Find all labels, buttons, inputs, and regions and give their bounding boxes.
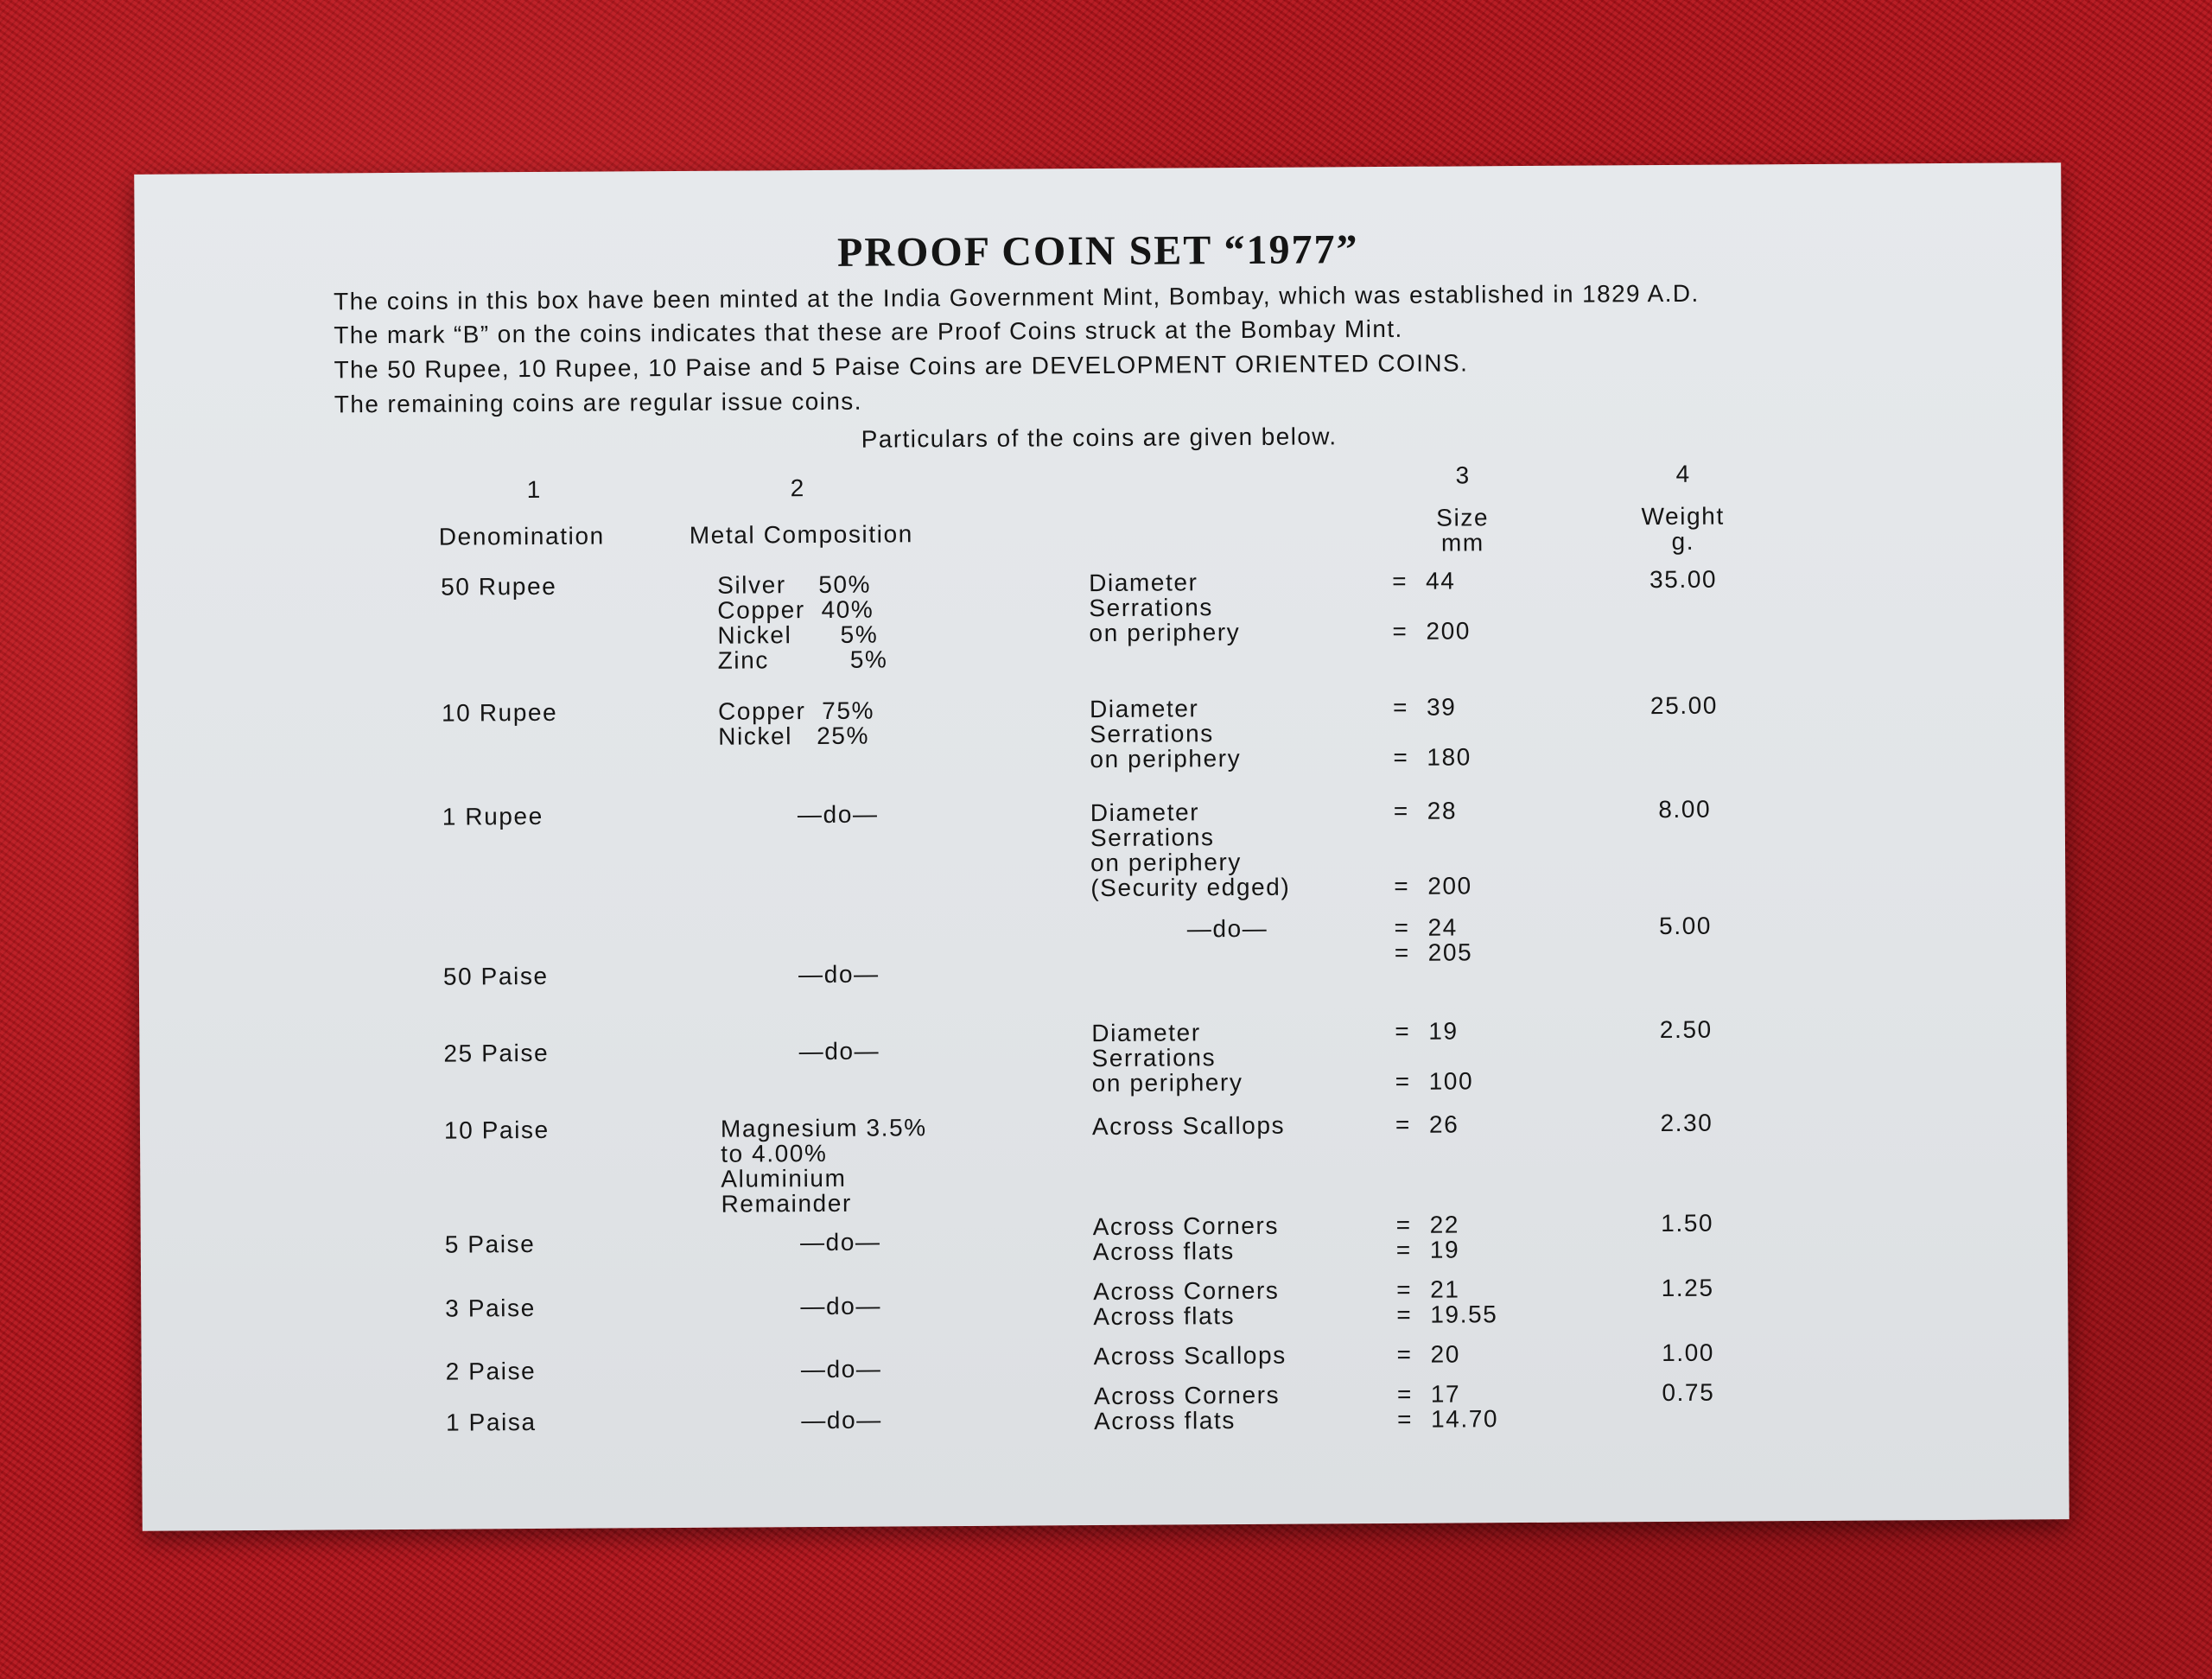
equals-cell: = = [1396,1380,1414,1433]
weight-cell: 1.25 [1661,1274,1714,1302]
denomination-cell: 3 Paise [445,1294,536,1322]
weight-cell: 8.00 [1658,795,1712,824]
denomination-cell: 50 Rupee [441,572,557,601]
measure-cell: Across Corners Across flats [1093,1381,1281,1435]
proof-coin-set-card [134,162,2069,1531]
header-denomination: Denomination [438,522,605,550]
intro-line-1: The coins in this box have been minted at the India Government Mint, Bombay, which was established in 1829 A.D. [334,279,1700,315]
document-title: PROOF COIN SET “1977” [836,226,1359,276]
size-cell: 19 100 [1428,1017,1474,1095]
metal-cell: —do— [800,1355,882,1383]
weight-cell: 2.30 [1660,1109,1713,1137]
equals-cell: = = [1392,567,1408,645]
equals-cell: = = [1395,1017,1411,1095]
header-weight: Weight g. [1641,502,1725,555]
weight-cell: 1.00 [1662,1339,1715,1367]
size-cell: 20 [1430,1340,1461,1368]
denomination-cell: 1 Rupee [442,802,543,830]
weight-cell: 1.50 [1661,1209,1714,1237]
intro-line-4: The remaining coins are regular issue coins. [334,387,862,418]
weight-cell: 0.75 [1662,1378,1715,1407]
equals-cell: = = [1392,693,1409,771]
weight-cell: 25.00 [1649,691,1719,720]
header-size: Size mm [1436,504,1490,556]
denomination-cell: 25 Paise [443,1039,550,1067]
weight-cell: 2.50 [1659,1015,1713,1044]
header-metal-composition: Metal Composition [689,520,913,549]
measure-cell: —do— [1186,914,1268,943]
size-cell: 26 [1428,1110,1459,1138]
denomination-cell: 10 Rupee [441,698,558,727]
weight-cell: 5.00 [1659,912,1713,940]
metal-cell: Copper 75% Nickel 25% [717,696,875,750]
measure-cell: Diameter Serrations on periphery (Security edged) [1090,798,1291,902]
intro-line-2: The mark “B” on the coins indicates that these are Proof Coins struck at the Bombay Mint. [334,315,1403,349]
metal-cell: Silver 50% Copper 40% Nickel 5% Zinc 5% [717,570,888,674]
weight-cell: 35.00 [1649,565,1718,594]
size-cell: 28 200 [1427,797,1472,900]
equals-cell: = = [1394,913,1410,966]
column-number-4: 4 [1675,460,1690,487]
measure-cell: Diameter Serrations on periphery [1089,695,1242,773]
equals-cell: = [1395,1110,1412,1138]
measure-cell: Diameter Serrations on periphery [1091,1019,1243,1097]
equals-cell: = = [1393,797,1410,900]
particulars-subtitle: Particulars of the coins are given below. [861,423,1338,453]
size-cell: 22 19 [1429,1211,1460,1263]
metal-cell: —do— [801,1406,882,1434]
size-cell: 24 205 [1427,913,1473,966]
measure-cell: Across Scallops [1093,1341,1287,1371]
measure-cell: Across Scallops [1091,1111,1286,1141]
denomination-cell: 50 Paise [442,962,549,990]
equals-cell: = = [1395,1211,1412,1263]
measure-cell: Diameter Serrations on periphery [1089,569,1241,647]
metal-cell: —do— [797,800,879,829]
measure-cell: Across Corners Across flats [1092,1212,1280,1266]
denomination-cell: 1 Paisa [445,1409,537,1436]
metal-cell: —do— [799,1228,881,1256]
denomination-cell: 2 Paise [445,1358,537,1385]
column-number-3: 3 [1455,461,1470,489]
metal-cell: —do— [798,960,880,989]
denomination-cell: 5 Paise [444,1231,536,1258]
equals-cell: = = [1396,1275,1413,1328]
column-number-2: 2 [790,474,804,502]
size-cell: 44 200 [1426,567,1471,645]
equals-cell: = [1396,1340,1413,1368]
measure-cell: Across Corners Across flats [1093,1276,1280,1331]
size-cell: 17 14.70 [1430,1380,1499,1433]
metal-cell: —do— [798,1037,880,1065]
metal-cell: —do— [800,1292,882,1320]
denomination-cell: 10 Paise [443,1116,550,1144]
column-number-1: 1 [526,475,541,504]
size-cell: 39 180 [1426,693,1471,771]
metal-cell: Magnesium 3.5% to 4.00% Aluminium Remainder [720,1114,927,1218]
intro-line-3: The 50 Rupee, 10 Rupee, 10 Paise and 5 Paise Coins are DEVELOPMENT ORIENTED COINS. [334,349,1469,384]
size-cell: 21 19.55 [1430,1275,1498,1328]
